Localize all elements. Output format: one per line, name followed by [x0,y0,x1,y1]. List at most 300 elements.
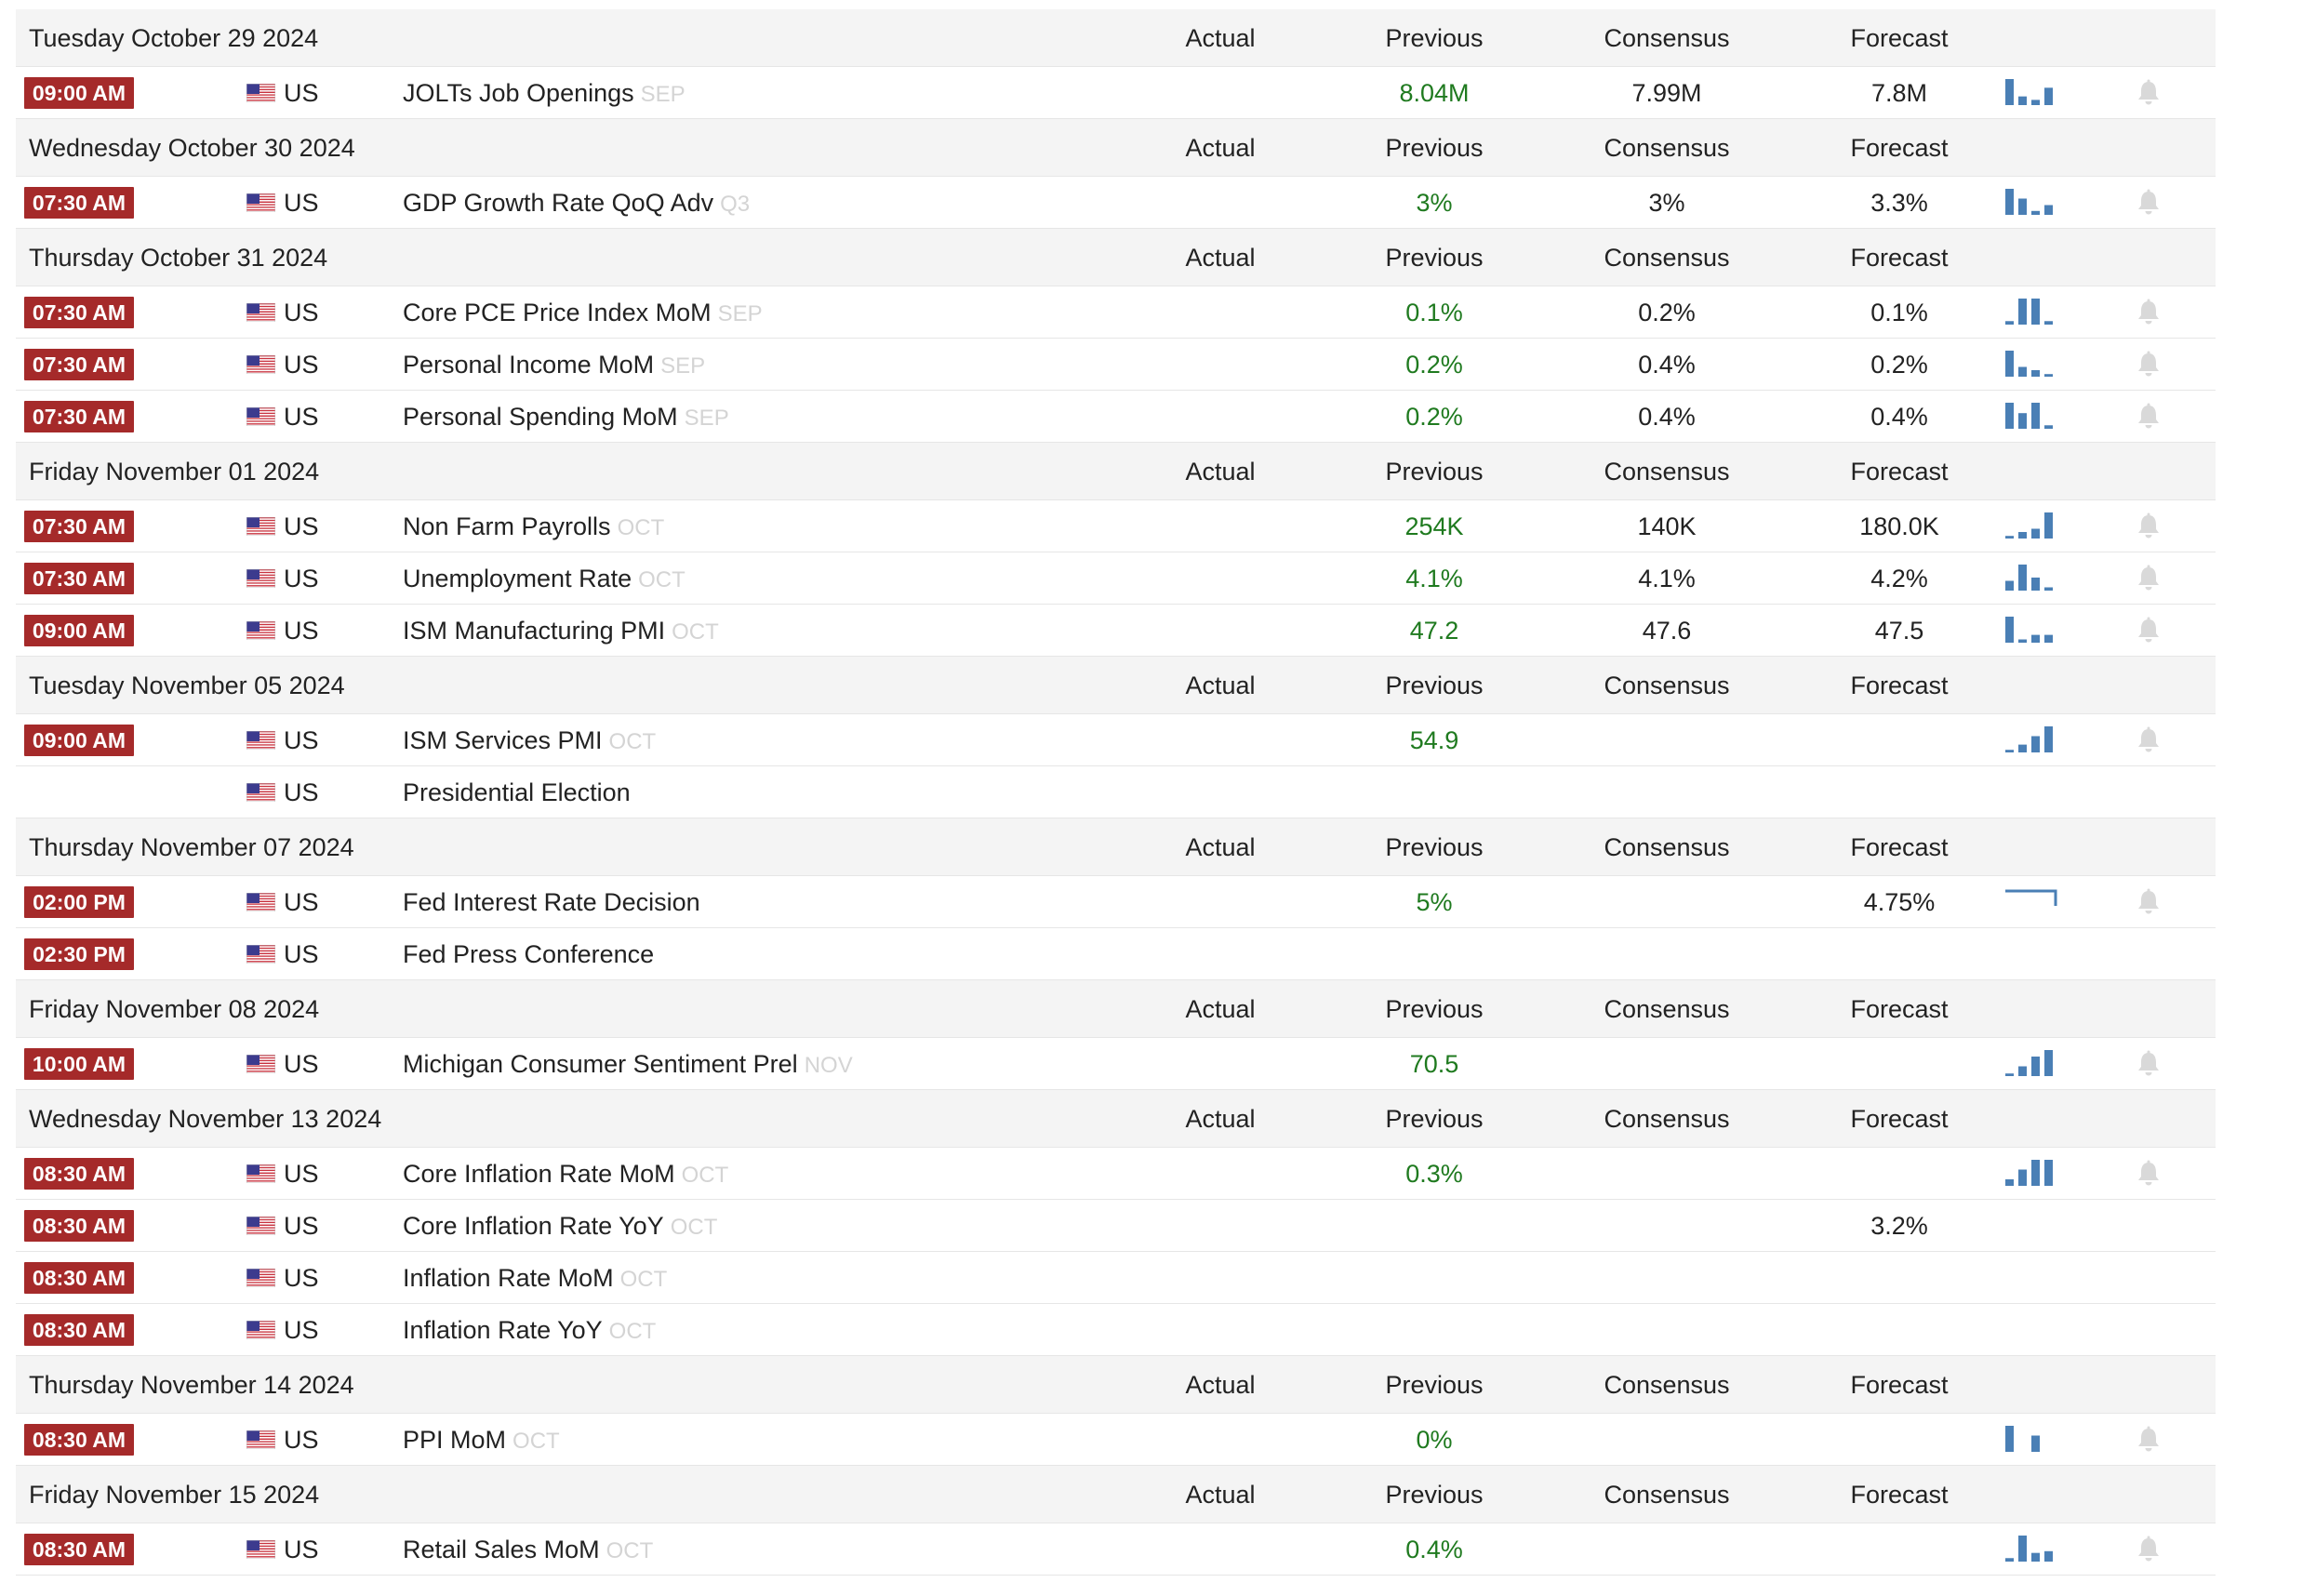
reference-period: SEP [717,301,763,326]
us-flag-icon [246,945,275,964]
sparkline-bar [2005,581,2014,592]
sparkline-bar [2005,351,2014,377]
event-cell[interactable] [403,1523,653,1577]
date-heading: Friday November 08 2024 [29,995,320,1023]
sparkline-bar [2031,578,2040,591]
time-badge: 02:30 PM [24,938,134,970]
event-cell[interactable] [403,766,631,818]
sparkline-bar [2018,640,2027,644]
consensus-value: 0.4% [1638,403,1696,431]
date-header-row [16,657,2216,714]
sparkline-line [2005,891,2056,906]
sparkline-bar [2031,370,2040,377]
event-row[interactable] [16,605,2216,657]
date-heading: Thursday October 31 2024 [29,244,328,272]
event-cell[interactable] [403,339,705,392]
sparkline-bar [2044,1160,2053,1186]
column-header-actual: Actual [1185,672,1256,699]
event-row[interactable] [16,928,2216,980]
event-cell[interactable] [403,876,700,928]
previous-value: 0.3% [1405,1160,1463,1188]
column-header-forecast: Forecast [1850,24,1949,52]
sparkline-bar [2005,1426,2014,1452]
sparkline-svg [2003,1155,2059,1189]
bell-icon[interactable] [2136,564,2162,592]
time-badge: 07:30 AM [24,187,134,219]
sparkline-chart [2003,184,2059,218]
sparkline-chart [2003,560,2059,593]
previous-value: 3% [1416,189,1453,217]
column-header-previous: Previous [1385,995,1484,1023]
sparkline-bar [2044,588,2053,592]
event-cell[interactable] [403,1200,717,1254]
sparkline-chart [2003,508,2059,541]
reference-period: OCT [606,1538,654,1563]
sparkline-bar [2018,565,2027,591]
time-badge: 08:30 AM [24,1534,134,1565]
reference-period: OCT [512,1429,560,1454]
sparkline-chart [2003,346,2059,379]
column-header-actual: Actual [1185,244,1256,272]
sparkline-svg [2003,508,2059,541]
reference-period: SEP [660,353,706,379]
consensus-value: 7.99M [1631,79,1702,107]
date-heading: Friday November 15 2024 [29,1481,320,1509]
previous-value: 0.2% [1405,403,1463,431]
reference-period: SEP [684,406,729,431]
sparkline-svg [2003,398,2059,432]
reference-period: OCT [681,1163,729,1188]
sparkline-bar [2018,199,2027,216]
column-header-forecast: Forecast [1850,1481,1949,1509]
column-header-consensus: Consensus [1604,672,1730,699]
sparkline-bar [2005,189,2014,215]
economic-calendar [16,9,2216,1576]
event-row[interactable] [16,1148,2216,1200]
event-name-link[interactable]: Fed Interest Rate Decision [403,888,700,916]
us-flag-icon [246,783,275,802]
event-row[interactable] [16,714,2216,766]
event-cell[interactable] [403,500,664,554]
sparkline-svg [2003,1045,2059,1079]
consensus-value: 0.2% [1638,299,1696,326]
column-header-consensus: Consensus [1604,833,1730,861]
date-header-row [16,1090,2216,1148]
date-header-row [16,818,2216,876]
column-header-forecast: Forecast [1850,1105,1949,1133]
column-header-previous: Previous [1385,458,1484,485]
forecast-value: 180.0K [1859,512,1939,540]
column-header-forecast: Forecast [1850,833,1949,861]
sparkline-bar [2005,1073,2014,1076]
event-row[interactable] [16,876,2216,928]
date-heading: Thursday November 14 2024 [29,1371,354,1399]
sparkline-bar [2044,87,2053,105]
time-badge: 07:30 AM [24,563,134,594]
event-row[interactable] [16,391,2216,443]
column-header-consensus: Consensus [1604,1481,1730,1509]
event-cell[interactable] [403,714,656,768]
forecast-value: 0.2% [1870,351,1928,379]
sparkline-svg [2003,560,2059,593]
event-name-link[interactable]: Non Farm Payrolls [403,512,611,540]
forecast-value: 4.75% [1863,888,1936,916]
event-row[interactable] [16,67,2216,119]
event-cell[interactable] [403,605,719,658]
sparkline-chart [2003,1421,2059,1455]
column-header-forecast: Forecast [1850,995,1949,1023]
date-header-row [16,119,2216,177]
date-heading: Wednesday October 30 2024 [29,134,355,162]
us-flag-icon [246,1540,275,1559]
event-cell[interactable] [403,177,750,231]
column-header-actual: Actual [1185,1105,1256,1133]
time-badge: 07:30 AM [24,297,134,328]
country-code: US [284,189,319,217]
sparkline-bar [2018,1067,2027,1077]
bell-icon[interactable] [2136,512,2162,539]
column-header-consensus: Consensus [1604,1371,1730,1399]
us-flag-icon [246,1321,275,1339]
event-name-link[interactable]: Personal Spending MoM [403,403,678,431]
sparkline-bar [2044,374,2053,377]
column-header-actual: Actual [1185,24,1256,52]
event-cell[interactable] [403,1414,560,1468]
event-row[interactable] [16,1200,2216,1252]
reference-period: OCT [619,1267,668,1292]
bell-icon[interactable] [2136,1535,2162,1563]
country-code: US [284,1426,319,1454]
reference-period: OCT [608,1319,657,1344]
previous-value: 0% [1416,1426,1453,1454]
bell-icon[interactable] [2136,298,2162,326]
us-flag-icon [246,407,275,426]
bell-icon[interactable] [2136,1159,2162,1187]
bell-icon[interactable] [2136,1049,2162,1077]
sparkline-bar [2005,79,2014,105]
sparkline-svg [2003,294,2059,327]
country-code: US [284,565,319,592]
country-code: US [284,351,319,379]
country-code: US [284,299,319,326]
event-name-link[interactable]: ISM Manufacturing PMI [403,617,666,645]
sparkline-svg [2003,1531,2059,1564]
column-header-forecast: Forecast [1850,458,1949,485]
date-heading: Tuesday November 05 2024 [29,672,345,699]
column-header-consensus: Consensus [1604,244,1730,272]
sparkline-chart [2003,884,2059,917]
reference-period: NOV [804,1053,853,1078]
country-code: US [284,726,319,754]
time-badge: 07:30 AM [24,511,134,542]
country-code: US [284,888,319,916]
sparkline-chart [2003,612,2059,645]
sparkline-bar [2031,1553,2040,1562]
event-row[interactable] [16,177,2216,229]
event-row[interactable] [16,500,2216,552]
previous-value: 8.04M [1399,79,1470,107]
event-name-link[interactable]: Retail Sales MoM [403,1536,600,1563]
sparkline-svg [2003,612,2059,645]
country-code: US [284,403,319,431]
sparkline-bar [2005,617,2014,643]
sparkline-bar [2044,1050,2053,1076]
event-name-link[interactable]: Core Inflation Rate YoY [403,1212,664,1240]
column-header-previous: Previous [1385,244,1484,272]
reference-period: Q3 [720,192,751,217]
country-code: US [284,1536,319,1563]
sparkline-bar [2031,737,2040,753]
sparkline-bar [2018,745,2027,752]
time-badge: 09:00 AM [24,615,134,646]
event-cell[interactable] [403,391,729,445]
date-header-row [16,1466,2216,1523]
time-badge: 08:30 AM [24,1210,134,1242]
us-flag-icon [246,893,275,911]
country-code: US [284,1160,319,1188]
reference-period: OCT [638,567,685,592]
date-heading: Friday November 01 2024 [29,458,320,485]
bell-icon[interactable] [2136,402,2162,430]
previous-value: 0.2% [1405,351,1463,379]
country-code: US [284,512,319,540]
date-heading: Wednesday November 13 2024 [29,1105,382,1133]
time-badge: 10:00 AM [24,1048,134,1080]
event-name-link[interactable]: GDP Growth Rate QoQ Adv [403,189,714,217]
time-badge: 08:30 AM [24,1262,134,1294]
forecast-value: 4.2% [1870,565,1928,592]
consensus-value: 0.4% [1638,351,1696,379]
event-cell[interactable] [403,928,654,980]
time-badge: 08:30 AM [24,1158,134,1190]
forecast-value: 3.3% [1870,189,1928,217]
column-header-forecast: Forecast [1850,134,1949,162]
event-row[interactable] [16,286,2216,339]
column-header-previous: Previous [1385,672,1484,699]
column-header-actual: Actual [1185,458,1256,485]
column-header-previous: Previous [1385,833,1484,861]
country-code: US [284,940,319,968]
event-cell[interactable] [403,552,685,606]
sparkline-svg [2003,184,2059,218]
event-name-link[interactable]: Personal Income MoM [403,351,655,379]
event-cell[interactable] [403,1148,728,1202]
bell-icon[interactable] [2136,887,2162,915]
column-header-consensus: Consensus [1604,995,1730,1023]
sparkline-chart [2003,294,2059,327]
sparkline-bar [2018,1170,2027,1187]
time-badge: 07:30 AM [24,349,134,380]
sparkline-bar [2018,1536,2027,1562]
sparkline-bar [2031,529,2040,539]
us-flag-icon [246,569,275,588]
previous-value: 0.1% [1405,299,1463,326]
column-header-actual: Actual [1185,995,1256,1023]
date-heading: Thursday November 07 2024 [29,833,354,861]
previous-value: 54.9 [1409,726,1459,754]
forecast-value: 47.5 [1874,617,1924,645]
sparkline-svg [2003,722,2059,755]
sparkline-svg [2003,346,2059,379]
event-name-link[interactable]: Unemployment Rate [403,565,632,592]
event-name-link[interactable]: JOLTs Job Openings [403,79,634,107]
sparkline-bar [2031,1160,2040,1186]
previous-value: 0.4% [1405,1536,1463,1563]
forecast-value: 0.4% [1870,403,1928,431]
us-flag-icon [246,621,275,640]
bell-icon[interactable] [2136,350,2162,378]
time-badge: 02:00 PM [24,886,134,918]
date-header-row [16,9,2216,67]
time-badge: 08:30 AM [24,1314,134,1346]
us-flag-icon [246,193,275,212]
reference-period: OCT [617,515,665,540]
country-code: US [284,1050,319,1078]
sparkline-svg [2003,74,2059,108]
event-row[interactable] [16,339,2216,391]
time-badge: 09:00 AM [24,725,134,756]
event-name-link[interactable]: Michigan Consumer Sentiment Prel [403,1050,798,1078]
event-row[interactable] [16,1038,2216,1090]
previous-value: 4.1% [1405,565,1463,592]
date-header-row [16,443,2216,500]
sparkline-bar [2018,97,2027,105]
event-name-link[interactable]: Inflation Rate YoY [403,1316,603,1344]
time-badge: 08:30 AM [24,1424,134,1456]
sparkline-bar [2005,1179,2014,1186]
column-header-consensus: Consensus [1604,458,1730,485]
sparkline-svg [2003,884,2059,917]
forecast-value: 3.2% [1870,1212,1928,1240]
date-header-row [16,229,2216,286]
sparkline-chart [2003,74,2059,108]
column-header-forecast: Forecast [1850,1371,1949,1399]
reference-period: SEP [640,82,685,107]
event-row[interactable] [16,1252,2216,1304]
sparkline-bar [2031,1436,2040,1453]
event-name-link[interactable]: PPI MoM [403,1426,507,1454]
forecast-value: 0.1% [1870,299,1928,326]
event-name-link[interactable]: Fed Press Conference [403,940,655,968]
us-flag-icon [246,1055,275,1073]
sparkline-bar [2031,211,2040,215]
previous-value: 47.2 [1409,617,1459,645]
forecast-value: 7.8M [1870,79,1928,107]
event-row[interactable] [16,766,2216,818]
sparkline-bar [2044,726,2053,752]
event-name-link[interactable]: ISM Services PMI [403,726,603,754]
event-name-link[interactable]: Core PCE Price Index MoM [403,299,712,326]
column-header-forecast: Forecast [1850,672,1949,699]
us-flag-icon [246,1430,275,1449]
column-header-previous: Previous [1385,134,1484,162]
sparkline-bar [2031,299,2040,325]
column-header-actual: Actual [1185,833,1256,861]
event-row[interactable] [16,1414,2216,1466]
event-cell[interactable] [403,67,685,121]
date-header-row [16,980,2216,1038]
event-cell[interactable] [403,1038,853,1092]
event-name-link[interactable]: Core Inflation Rate MoM [403,1160,675,1188]
event-row[interactable] [16,1304,2216,1356]
previous-value: 5% [1416,888,1453,916]
sparkline-bar [2018,413,2027,429]
us-flag-icon [246,731,275,750]
sparkline-chart [2003,398,2059,432]
us-flag-icon [246,1164,275,1183]
country-code: US [284,79,319,107]
sparkline-bar [2044,321,2053,325]
bell-icon[interactable] [2136,188,2162,216]
event-cell[interactable] [403,286,763,340]
sparkline-bar [2044,1551,2053,1562]
reference-period: OCT [672,619,719,645]
date-header-row [16,1356,2216,1414]
sparkline-bar [2005,321,2014,325]
bell-icon[interactable] [2136,1425,2162,1453]
consensus-value: 140K [1637,512,1697,540]
sparkline-bar [2044,635,2053,643]
bell-icon[interactable] [2136,616,2162,644]
column-header-consensus: Consensus [1604,1105,1730,1133]
sparkline-bar [2005,403,2014,429]
column-header-actual: Actual [1185,1371,1256,1399]
event-cell[interactable] [403,1304,656,1358]
sparkline-bar [2018,367,2027,378]
previous-value: 254K [1404,512,1464,540]
event-name-link[interactable]: Inflation Rate MoM [403,1264,614,1292]
sparkline-svg [2003,1421,2059,1455]
event-name-link[interactable]: Presidential Election [403,778,631,806]
sparkline-chart [2003,1045,2059,1079]
consensus-value: 4.1% [1638,565,1696,592]
reference-period: OCT [608,729,657,754]
consensus-value: 3% [1648,189,1685,217]
column-header-previous: Previous [1385,1371,1484,1399]
reference-period: OCT [670,1215,718,1240]
us-flag-icon [246,355,275,374]
sparkline-bar [2031,1057,2040,1076]
bell-icon[interactable] [2136,78,2162,106]
sparkline-bar [2031,635,2040,643]
bell-icon[interactable] [2136,725,2162,753]
event-cell[interactable] [403,1252,667,1306]
sparkline-bar [2044,206,2053,216]
time-badge: 09:00 AM [24,77,134,109]
column-header-actual: Actual [1185,134,1256,162]
country-code: US [284,1212,319,1240]
column-header-actual: Actual [1185,1481,1256,1509]
sparkline-bar [2031,403,2040,429]
us-flag-icon [246,517,275,536]
event-row[interactable] [16,1523,2216,1576]
column-header-previous: Previous [1385,24,1484,52]
consensus-value: 47.6 [1642,617,1692,645]
previous-value: 70.5 [1409,1050,1459,1078]
sparkline-bar [2018,532,2027,539]
event-row[interactable] [16,552,2216,605]
sparkline-chart [2003,1155,2059,1189]
us-flag-icon [246,1217,275,1235]
country-code: US [284,1316,319,1344]
country-code: US [284,617,319,645]
date-heading: Tuesday October 29 2024 [29,24,319,52]
sparkline-chart [2003,1531,2059,1564]
column-header-forecast: Forecast [1850,244,1949,272]
column-header-consensus: Consensus [1604,134,1730,162]
country-code: US [284,1264,319,1292]
sparkline-bar [2044,425,2053,429]
